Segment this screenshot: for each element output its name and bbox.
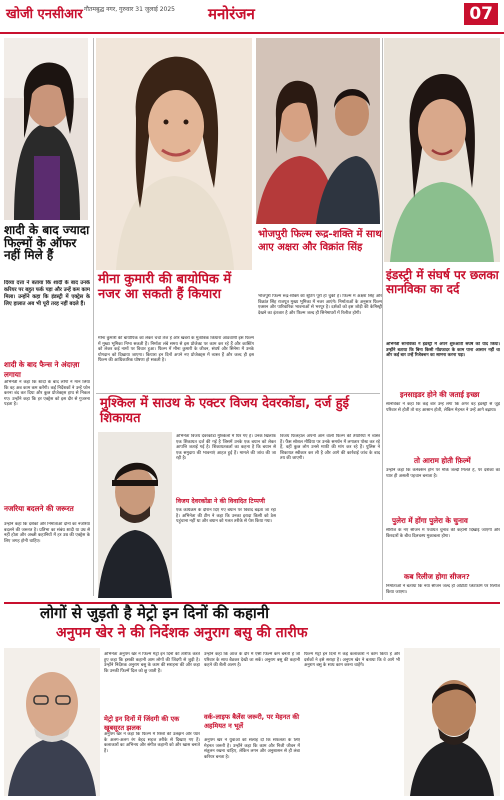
left-story-headline: शादी के बाद ज्यादा फिल्मों के ऑफर नहीं मिले हैं <box>4 223 90 263</box>
sanvika-body-4: निर्माताओं ने बताया कि नया सीजन जल्द ही ओटीटी प्लेटफॉर्म पर रिलीज किया जाएगा। <box>386 584 500 595</box>
bhojpuri-couple-photo <box>256 38 380 224</box>
vijay-body-2: एक कार्यक्रम के दौरान दिए गए बयान पर विवाद बढ़ता जा रहा है। अभिनेता की टीम ने कहा कि उनका इरादा किसी को ठेस पहुंचाना नहीं था और बयान को गलत तरीके से पेश किया गया। <box>176 508 276 525</box>
sanvika-body-3: सीरीज के नए सीजन में पंचायत चुनाव की कहानी दिखाई जाएगी और किरदारों के बीच दिलचस्प मुकाबला होगा। <box>386 528 500 539</box>
anupam-headline-2: अनुपम खेर ने की निर्देशक अनुराग बसु की तारीफ <box>56 625 308 641</box>
vijay-body-3: विजय फिलहाल अपनी आने वाली फिल्म की तैयारियों में व्यस्त हैं। फैंस सोशल मीडिया पर उनके समर्थन में लगातार पोस्ट कर रहे हैं, वहीं कुछ लोग उनसे माफी की मांग कर रहे हैं। पुलिस ने शिकायत स्वीकार कर ली है और आगे की कार्रवाई जांच के बाद तय की जाएगी। <box>280 434 380 462</box>
anupam-kher-photo <box>4 648 100 796</box>
left-story-subhead-2: नजरिया बदलने की जरूरत <box>4 504 74 513</box>
bhojpuri-headline: भोजपुरी फिल्म रूद्र-शक्ति में साथ आए अक्षरा और विक्रांत सिंह <box>258 229 382 253</box>
anupam-subhead-2: वर्क-लाइफ बैलेंस जरूरी, पर मेहनत की अहमियत न भूलें <box>204 713 300 730</box>
left-story-subhead-1: शादी के बाद फैन्स ने अंदाज़ा लगाया <box>4 360 80 379</box>
anupam-body-5: फिल्म मेट्रो इन दिनों में कई कलाकारों ने काम किया है और दर्शकों ने इसे सराहा है। अनुपम खेर ने बताया कि वे आगे भी अनुराग बसु के साथ काम करना चाहेंगे। <box>304 652 400 669</box>
anurag-basu-photo <box>404 648 500 796</box>
sanvika-subhead-4: कब रिलीज होगा सीजन? <box>404 572 470 581</box>
bhojpuri-body: भोजपुरी फिल्म रूद्र-शक्ति की शूटिंग पूरी हो चुकी है। फिल्म में अक्षरा सिंह और विक्रांत सिंह राजपूत मुख्य भूमिका में नजर आएंगे। निर्माताओं के अनुसार फिल्म एक्शन और पारिवारिक भावनाओं से भरपूर है। दर्शकों को इस जोड़ी की केमिस्ट्री देखने का इंतजार है और फिल्म जल्द ही सिनेमाघरों में रिलीज होगी। <box>258 294 382 316</box>
anupam-body-2: अनुपम खेर ने कहा कि फिल्म में रिश्तों की उलझनें और प्यार के अलग-अलग रंग बेहद सहज तरीके से दिखाए गए हैं। कलाकारों का अभिनय और संगीत कहानी को और खास बनाते हैं। <box>104 732 200 754</box>
section-divider <box>96 393 380 394</box>
vijay-headline: मुश्किल में साउथ के एक्टर विजय देवरकोंडा, दर्ज हुई शिकायत <box>100 396 350 426</box>
kiara-headline: मीना कुमारी की बायोपिक में नजर आ सकती हैं कियारा <box>98 272 232 302</box>
left-story-body-2: उन्होंने कहा कि दर्शकों और निर्माताओं दोनों का नजरिया बदलने की जरूरत है। प्रतिभा का संबंध शादी या उम्र से नहीं होता और अच्छी कहानियों में हर उम्र की एक्ट्रेस के लिए जगह होनी चाहिए। <box>4 522 90 544</box>
sanvika-subhead-1: इनसाइडर होने की जताई इच्छा <box>400 390 480 399</box>
sanvika-subhead-3: पुलेरा में होंगा पुलेरा के चुनाव <box>392 516 468 525</box>
sanvika-headline: इंडस्ट्री में संघर्ष पर छलका सानविका का दर्द <box>386 268 499 296</box>
sanvika-body-1: सानविका ने कहा कि कई बार उन्हें लगा कि अगर वह इंडस्ट्री से जुड़े परिवार से होतीं तो राह आसान होती, लेकिन मेहनत ने उन्हें आगे बढ़ाया। <box>386 402 500 413</box>
anupam-body-1: अभिनेता अनुपम खेर ने फिल्म मेट्रो इन दिनों की तारीफ करते हुए कहा कि इसकी कहानी आम लोगों की जिंदगी से जुड़ी है। उन्होंने निर्देशक अनुराग बसु के काम की सराहना की और कहा कि उनकी फिल्में दिल को छू जाती हैं। <box>104 652 200 674</box>
kiara-body: मीना कुमारी की बायोपिक को लेकर चर्चा तेज है और खबरों के मुताबिक कियारा आडवाणी इस फिल्म में मुख्य भूमिका निभा सकती हैं। निर्माता लंबे समय से इस प्रोजेक्ट पर काम कर रहे हैं और कास्टिंग को लेकर कई नामों पर विचार हुआ। फिल्म में मीना कुमारी के जीवन, संघर्ष और सिनेमा में उनके योगदान को दिखाया जाएगा। कियारा इन दिनों अपने नए प्रोजेक्ट्स में व्यस्त हैं और जल्द ही इस फिल्म की आधिकारिक घोषणा हो सकती है। <box>98 336 254 364</box>
vijay-subhead: विजय देवरकोंडा ने की विवादित टिप्पणी <box>176 498 266 505</box>
vijay-body: अभिनेता विजय देवरकोंडा मुश्किलों में घिर गए हैं। उनके खिलाफ एक शिकायत दर्ज की गई है जिसमें उनके एक बयान को लेकर आपत्ति जताई गई है। शिकायतकर्ता का कहना है कि बयान से एक समुदाय की भावनाएं आहत हुई हैं। मामले की जांच की जा रही है। <box>176 434 276 462</box>
left-story-body-1: अभिनेत्री ने कहा कि शादी के बाद लोगों ने मान लिया कि वह अब काम कम करेंगी। कई निर्देशकों ने उन्हें फोन करना बंद कर दिया और कुछ प्रोजेक्ट्स हाथ से निकल गए। उन्होंने कहा कि हर एक्ट्रेस को इस दौर से गुजरना पड़ता है। <box>4 380 90 408</box>
sanvika-photo <box>384 38 500 262</box>
vijay-photo <box>98 432 172 598</box>
anupam-body-3: उन्होंने कहा कि आज के दौर में ऐसी फिल्में कम बनती हैं जो परिवार के साथ बैठकर देखी जा सकें। अनुराग बसु की कहानी कहने की शैली अलग है। <box>204 652 300 669</box>
kiara-photo <box>96 38 252 270</box>
anupam-subhead-1: मेट्रो इन दिनों में जिंदगी की एक खूबसूरत झलक <box>104 715 180 732</box>
sanvika-body-2: उन्होंने कहा कि कनेक्शन होने पर मौके जल्दी मिलते हैं, पर दर्शकों का प्यार ही असली पहचान बनाता है। <box>386 468 500 479</box>
column-divider <box>382 38 383 600</box>
sanvika-body: अभिनेत्री सानविका ने इंडस्ट्री में अपने शुरुआती संघर्ष को याद किया। उन्होंने बताया कि बिना किसी गॉडफादर के काम पाना आसान नहीं था और कई बार उन्हें रिजेक्शन का सामना करना पड़ा। <box>386 342 500 359</box>
column-divider <box>93 38 94 596</box>
left-story-lead: दिव्या दत्ता ने बताया कि शादी के बाद उनके करियर पर बहुत फर्क पड़ा और उन्हें कम काम मिला। उन्होंने कहा कि इंडस्ट्री में एक्ट्रेस के लिए हालात अब भी पूरी तरह नहीं बदले हैं। <box>4 280 90 307</box>
newspaper-logo: खोजी एनसीआर <box>6 7 83 22</box>
sanvika-subhead-2: तो आराम होती फ़िल्में <box>414 456 471 465</box>
page-number: 07 <box>464 3 498 25</box>
anupam-body-4: अनुपम खेर ने युवाओं को सलाह दी कि सफलता के लिए मेहनत जरूरी है। उन्होंने कहा कि काम और निजी जीवन में संतुलन रखना चाहिए, लेकिन लगन और अनुशासन से ही लंबा करियर बनता है। <box>204 738 300 760</box>
woman-portrait-photo <box>4 38 88 220</box>
anupam-headline-1: लोगों से जुड़ती है मेट्रो इन दिनों की कहानी <box>40 604 270 622</box>
section-title: मनोरंजन <box>208 5 255 23</box>
edition-date: गौतमबुद्ध नगर, गुरुवार 31 जुलाई 2025 <box>84 6 176 13</box>
